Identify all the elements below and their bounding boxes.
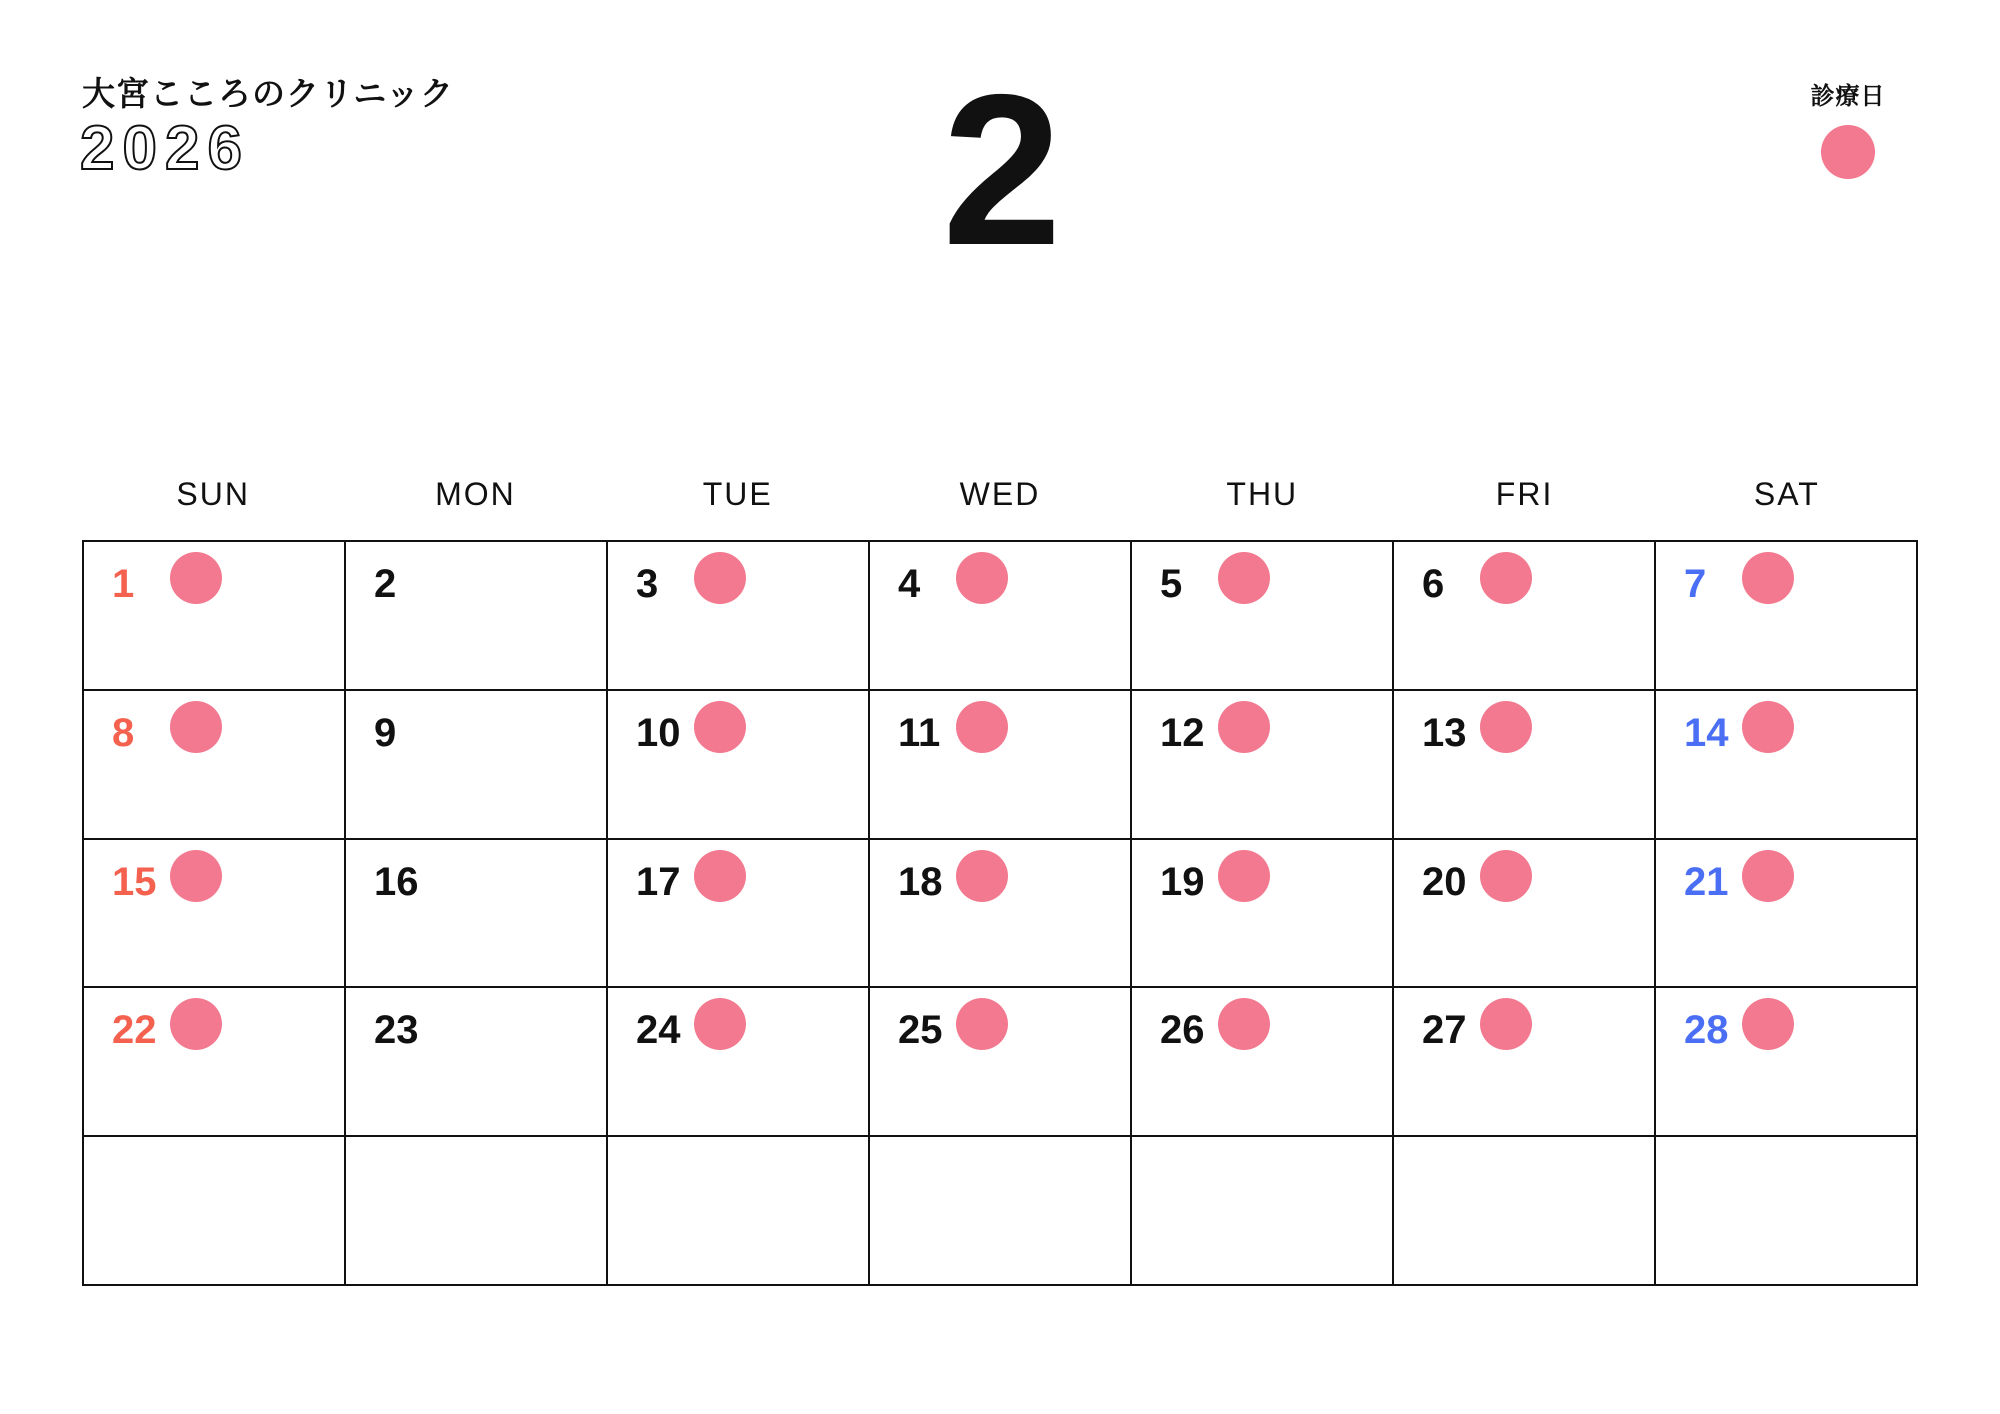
calendar-cell[interactable] [346, 840, 608, 989]
calendar-cell-empty [1656, 1137, 1918, 1286]
weekday-label-fri: FRI [1495, 476, 1554, 512]
calendar-cell[interactable] [346, 988, 608, 1137]
day-number: 16 [374, 859, 419, 904]
calendar-cell[interactable] [84, 840, 346, 989]
calendar-cell-empty [346, 1137, 608, 1286]
day-number: 27 [1422, 1008, 1467, 1053]
weekday-label-wed: WED [959, 476, 1041, 512]
calendar-cell-empty [1132, 1137, 1394, 1286]
calendar-cell[interactable] [1132, 988, 1394, 1137]
day-number: 20 [1422, 859, 1467, 904]
clinic-day-dot-icon [956, 552, 1008, 604]
clinic-day-dot-icon [694, 998, 746, 1050]
legend-label: 診療日 [1810, 83, 1886, 110]
clinic-day-dot-icon [694, 850, 746, 902]
calendar-cell[interactable] [1132, 542, 1394, 691]
calendar-cell[interactable] [870, 691, 1132, 840]
legend [1758, 76, 1938, 179]
day-number: 19 [1160, 859, 1205, 904]
clinic-day-dot-icon [1742, 701, 1794, 753]
weekday-label-tue: TUE [702, 476, 773, 512]
clinic-day-dot-icon [170, 998, 222, 1050]
weekday-label-mon: MON [435, 476, 516, 512]
day-number: 13 [1422, 710, 1467, 755]
day-number: 7 [1684, 562, 1707, 606]
calendar-cell[interactable] [1656, 988, 1918, 1137]
clinic-day-dot-icon [956, 701, 1008, 753]
weekday-label-thu: THU [1226, 476, 1299, 512]
clinic-day-dot-icon [1480, 998, 1532, 1050]
weekday-label-sun: SUN [176, 476, 250, 512]
calendar-cell[interactable] [346, 691, 608, 840]
day-number: 11 [898, 710, 941, 755]
calendar-cell-empty [608, 1137, 870, 1286]
calendar-cell-empty [1394, 1137, 1656, 1286]
calendar-cell[interactable] [1656, 542, 1918, 691]
day-number: 17 [636, 859, 681, 904]
year-label: 2026 [80, 114, 250, 183]
calendar-cell[interactable] [870, 542, 1132, 691]
day-number: 5 [1160, 562, 1183, 606]
clinic-day-dot-icon [1821, 125, 1875, 179]
calendar-cell[interactable] [1394, 691, 1656, 840]
weekday-header [82, 476, 1918, 513]
calendar-cell[interactable] [1656, 840, 1918, 989]
calendar-cell[interactable] [608, 988, 870, 1137]
day-number: 4 [898, 562, 921, 606]
month-number: 2 [942, 49, 1058, 290]
day-number: 22 [112, 1008, 157, 1053]
clinic-day-dot-icon [956, 998, 1008, 1050]
calendar-cell[interactable] [84, 542, 346, 691]
clinic-day-dot-icon [1742, 552, 1794, 604]
clinic-day-dot-icon [1218, 850, 1270, 902]
clinic-day-dot-icon [1742, 998, 1794, 1050]
day-number: 9 [374, 710, 397, 755]
clinic-day-dot-icon [1480, 850, 1532, 902]
calendar-cell[interactable] [870, 840, 1132, 989]
clinic-name: 大宮こころのクリニック [82, 75, 455, 112]
calendar-grid [82, 540, 1918, 1286]
calendar-cell[interactable] [1394, 988, 1656, 1137]
calendar-cell[interactable] [608, 542, 870, 691]
day-number: 6 [1422, 562, 1445, 606]
clinic-day-dot-icon [1742, 850, 1794, 902]
clinic-day-dot-icon [1480, 552, 1532, 604]
calendar-cell[interactable] [1656, 691, 1918, 840]
calendar-cell[interactable] [1394, 840, 1656, 989]
weekday-label-sat: SAT [1753, 476, 1820, 512]
clinic-day-dot-icon [1218, 701, 1270, 753]
day-number: 21 [1684, 859, 1729, 904]
clinic-day-dot-icon [694, 701, 746, 753]
calendar-cell[interactable] [608, 691, 870, 840]
clinic-day-dot-icon [1218, 552, 1270, 604]
clinic-day-dot-icon [170, 701, 222, 753]
day-number: 15 [112, 859, 157, 904]
clinic-day-dot-icon [1480, 701, 1532, 753]
calendar-cell[interactable] [84, 691, 346, 840]
day-number: 23 [374, 1008, 419, 1053]
day-number: 12 [1160, 710, 1205, 755]
clinic-day-dot-icon [956, 850, 1008, 902]
day-number: 18 [898, 859, 943, 904]
day-number: 8 [112, 710, 135, 755]
day-number: 14 [1684, 710, 1729, 755]
calendar-cell[interactable] [1394, 542, 1656, 691]
clinic-day-dot-icon [1218, 998, 1270, 1050]
clinic-day-dot-icon [170, 552, 222, 604]
day-number: 24 [636, 1008, 681, 1053]
calendar-cell-empty [870, 1137, 1132, 1286]
day-number: 26 [1160, 1008, 1205, 1053]
clinic-day-dot-icon [694, 552, 746, 604]
calendar-cell[interactable] [870, 988, 1132, 1137]
day-number: 2 [374, 562, 397, 606]
clinic-day-dot-icon [170, 850, 222, 902]
day-number: 3 [636, 562, 659, 606]
calendar-cell[interactable] [346, 542, 608, 691]
calendar-cell[interactable] [1132, 840, 1394, 989]
day-number: 25 [898, 1008, 943, 1053]
day-number: 10 [636, 710, 681, 755]
calendar-cell[interactable] [1132, 691, 1394, 840]
calendar-cell-empty [84, 1137, 346, 1286]
calendar-cell[interactable] [84, 988, 346, 1137]
day-number: 1 [112, 562, 135, 606]
calendar-cell[interactable] [608, 840, 870, 989]
day-number: 28 [1684, 1008, 1729, 1053]
